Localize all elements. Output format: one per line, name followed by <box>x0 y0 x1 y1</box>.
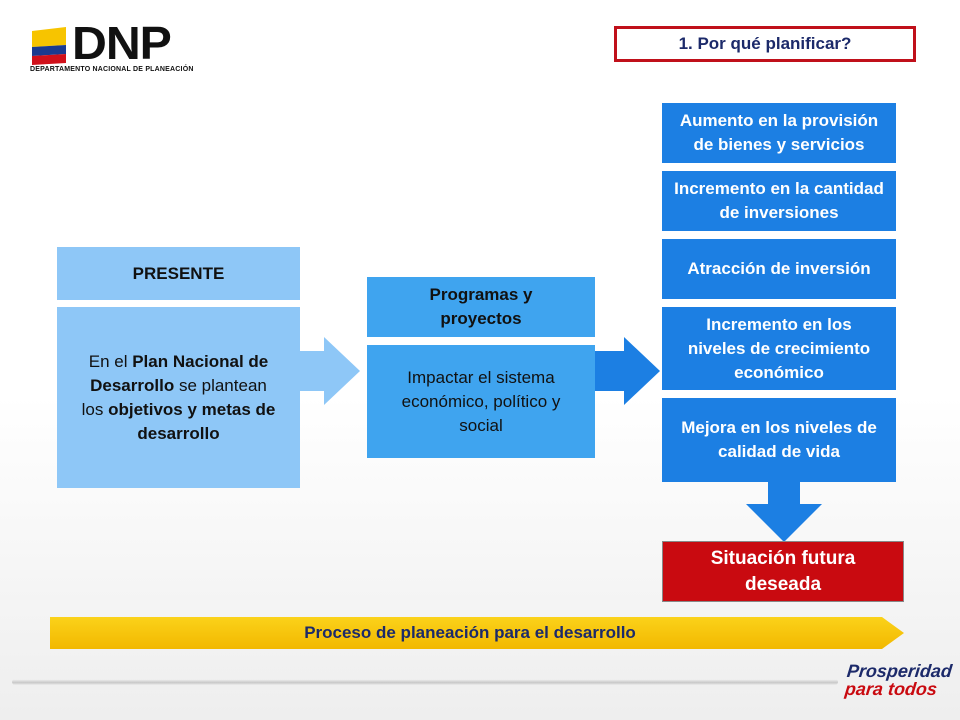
arrow-right-icon <box>300 337 362 405</box>
outcome-box: Incremento en los niveles de crecimiento económico <box>662 307 896 390</box>
outcome-box: Incremento en la cantidad de inversiones <box>662 171 896 231</box>
impact-text: Impactar el sistema económico, político y social <box>401 367 561 435</box>
process-banner-label: Proceso de planeación para el desarrollo <box>304 623 636 642</box>
prosperidad-logo: Prosperidad para todos <box>844 661 954 699</box>
programs-box <box>367 277 595 337</box>
colombia-flag-icon <box>30 27 68 65</box>
footer-divider <box>12 679 838 685</box>
outcome-box: Mejora en los niveles de calidad de vida <box>662 398 896 482</box>
programs-title: Programas y proyectos <box>429 285 533 328</box>
present-label: PRESENTE <box>132 263 225 283</box>
impact-box <box>367 345 595 458</box>
dnp-logo-subtitle: DEPARTAMENTO NACIONAL DE PLANEACIÓN <box>30 66 194 73</box>
present-box <box>57 247 300 300</box>
plan-description-text: En el Plan Nacional de Desarrollo se plantean los objetivos y metas de desarrollo <box>81 351 276 443</box>
arrow-right-icon <box>594 337 662 405</box>
plan-description-box <box>57 307 300 488</box>
outcome-box: Aumento en la provisión de bienes y servicios <box>662 103 896 163</box>
section-title: 1. Por qué planificar? <box>614 26 916 62</box>
desired-future-box: Situación futura deseada <box>662 541 904 602</box>
outcome-box: Atracción de inversión <box>662 239 896 299</box>
arrow-down-icon <box>744 482 824 544</box>
dnp-logo: DNP <box>72 17 171 69</box>
